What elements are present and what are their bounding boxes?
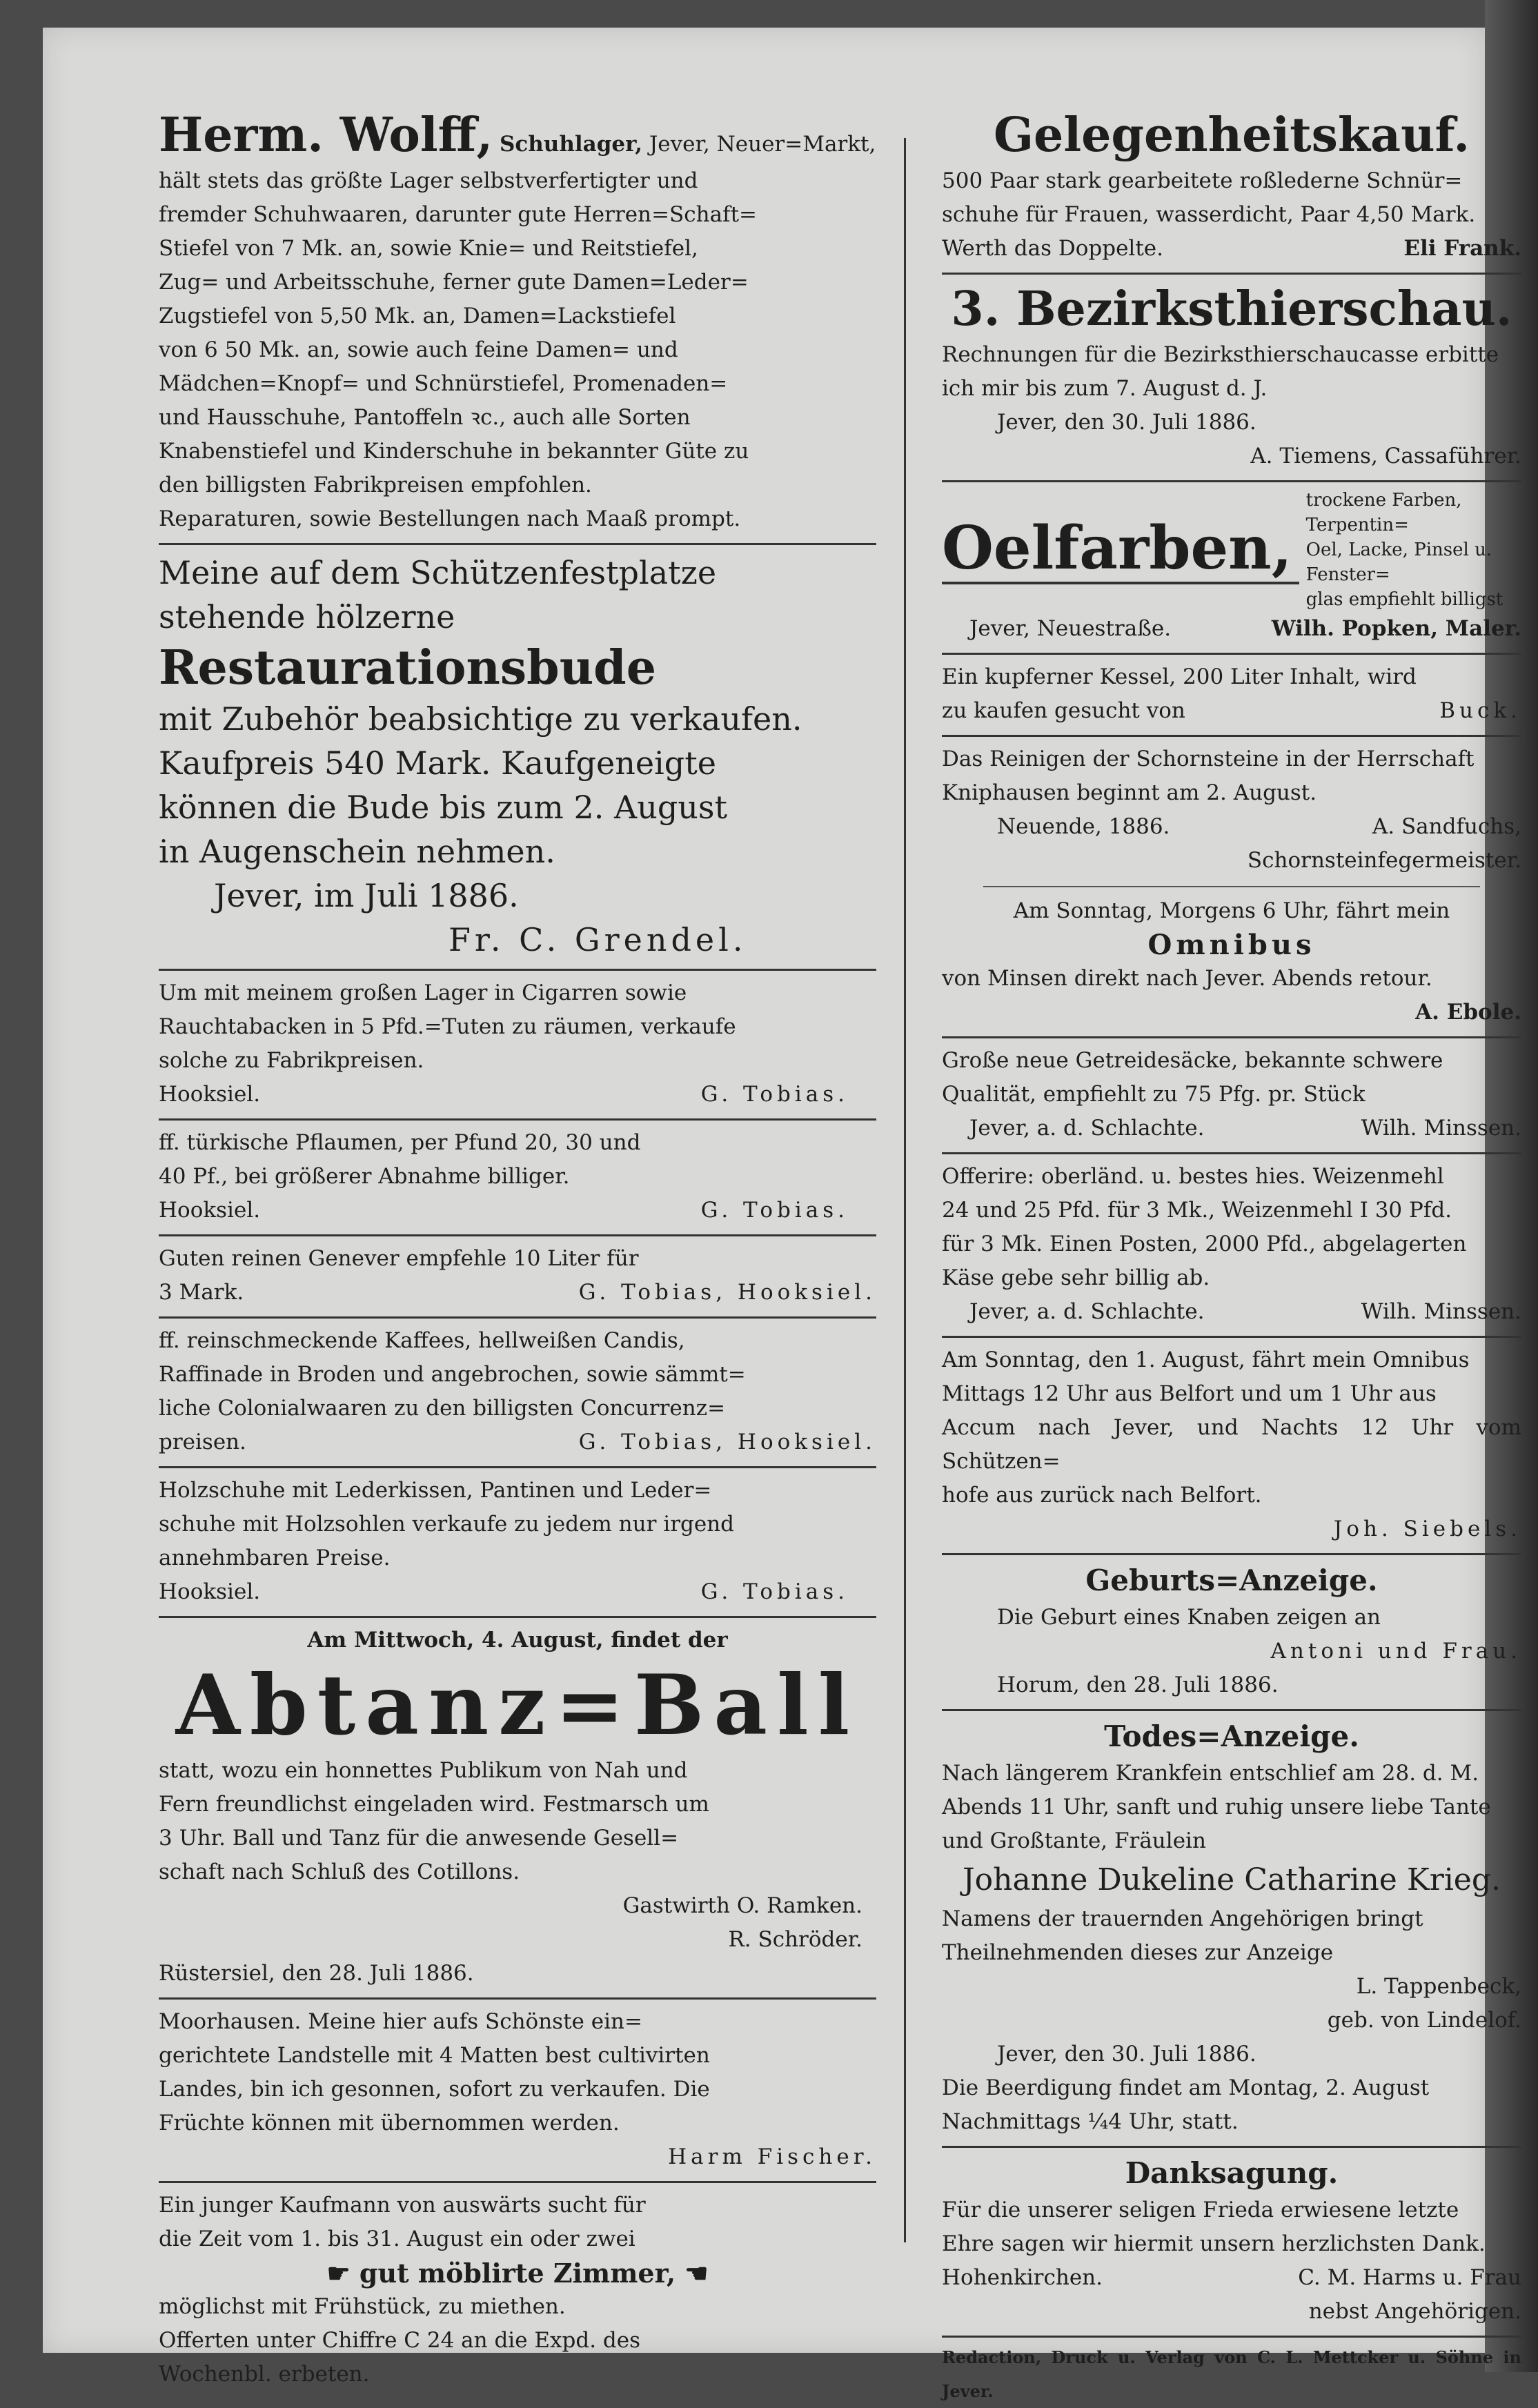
line: Meine auf dem Schützenfestplatze — [159, 554, 717, 591]
line: ff. reinschmeckende Kaffees, hellweißen Candis, — [159, 1328, 685, 1353]
line: Ein kupferner Kessel, 200 Liter Inhalt, wird — [942, 664, 1417, 689]
rule — [942, 273, 1521, 275]
line: Wochenbl. erbeten. — [159, 2362, 370, 2387]
date: Jever, den 30. Juli 1886. — [997, 2042, 1256, 2066]
rule — [942, 2146, 1521, 2148]
line: und Hausschuhe, Pantoffeln ꝛc., auch alle Sorten — [159, 405, 691, 430]
line: ff. türkische Pflaumen, per Pfund 20, 30 und — [159, 1130, 641, 1155]
ad-tobias-kaffee — [159, 1321, 876, 1463]
line: Accum nach Jever, und Nachts 12 Uhr vom Schützen= — [942, 1415, 1521, 1474]
line: schaft nach Schluß des Cotillons. — [159, 1859, 520, 1884]
line: Raffinade in Broden und angebrochen, sowie sämmt= — [159, 1362, 746, 1387]
line: schuhe mit Holzsohlen verkaufe zu jedem nur irgend — [159, 1512, 735, 1537]
line: in Augenschein nehmen. — [159, 833, 555, 870]
sign: Wilh. Popken, Maler. — [1271, 616, 1521, 641]
sign: Eli Frank. — [1403, 236, 1521, 261]
date: Rüstersiel, den 28. Juli 1886. — [159, 1961, 474, 1986]
line: für 3 Mk. Einen Posten, 2000 Pfd., abgelagerten — [942, 1232, 1467, 1256]
line: Ein junger Kaufmann von auswärts sucht für — [159, 2193, 646, 2218]
line: Früchte können mit übernommen werden. — [159, 2111, 620, 2135]
pointing-hand-right-icon: ☛ — [326, 2258, 351, 2289]
line: mit Zubehör beabsichtige zu verkaufen. — [159, 700, 802, 738]
left-column — [159, 103, 876, 2396]
ad-bude-title: Restaurationsbude — [159, 640, 656, 695]
rule — [942, 1553, 1521, 1555]
line: ich mir bis zum 7. August d. J. — [942, 376, 1268, 401]
ad-bezirksthierschau — [942, 277, 1521, 477]
rule — [159, 1118, 876, 1121]
rule — [942, 1336, 1521, 1338]
line: 24 und 25 Pfd. für 3 Mk., Weizenmehl I 30 Pfd. — [942, 1198, 1452, 1223]
sign: geb. von Lindelof. — [1327, 2008, 1521, 2033]
line: Moorhausen. Meine hier aufs Schönste ein= — [159, 2009, 642, 2034]
ad-wolff-tag: Schuhlager, — [500, 132, 643, 157]
line: Offerire: oberländ. u. bestes hies. Weizenmehl — [942, 1164, 1444, 1189]
ad-omnibus-minsen — [942, 891, 1521, 1034]
line: Um mit meinem großen Lager in Cigarren sowie — [159, 980, 687, 1005]
rule — [159, 1234, 876, 1236]
line: solche zu Fabrikpreisen. — [159, 1048, 424, 1073]
place: Hooksiel. — [159, 1579, 261, 1604]
line: die Zeit vom 1. bis 31. August ein oder zwei — [159, 2227, 635, 2251]
sign: Harm Fischer. — [668, 2144, 876, 2169]
ad-ball-title: Abtanz=Ball — [175, 1657, 860, 1754]
line: Nachmittags ¼4 Uhr, statt. — [942, 2109, 1239, 2134]
sign: G. Tobias. — [700, 1082, 849, 1107]
rule — [942, 1152, 1521, 1154]
ad-gelegenheitskauf — [942, 103, 1521, 270]
line: den billigsten Fabrikpreisen empfohlen. — [159, 473, 592, 497]
sign: A. Sandfuchs, — [1372, 814, 1521, 839]
date: Horum, den 28. Juli 1886. — [997, 1672, 1279, 1697]
line: können die Bude bis zum 2. August — [159, 789, 728, 826]
line: Oel, Lacke, Pinsel u. Fenster= — [1305, 540, 1492, 585]
line: Abends 11 Uhr, sanft und ruhig unsere liebe Tante — [942, 1795, 1491, 1819]
ad-bude-sign: Fr. C. Grendel. — [448, 921, 747, 958]
line: Mädchen=Knopf= und Schnürstiefel, Promenaden= — [159, 371, 728, 396]
ad-omnibus-belfort — [942, 1341, 1521, 1550]
ad-geburt — [942, 1558, 1521, 1706]
line: Qualität, empfiehlt zu 75 Pfg. pr. Stück — [942, 1082, 1366, 1107]
line: Mittags 12 Uhr aus Belfort und um 1 Uhr aus — [942, 1381, 1437, 1406]
ad-zimmer-title-text: gut möblirte Zimmer, — [359, 2258, 676, 2289]
line: von Minsen direkt nach Jever. Abends retour. — [942, 966, 1432, 991]
line: Guten reinen Genever empfehle 10 Liter für — [159, 1246, 639, 1271]
line: Theilnehmenden dieses zur Anzeige — [942, 1940, 1334, 1965]
ad-wolff — [159, 103, 876, 540]
line: trockene Farben, Terpentin= — [1305, 490, 1462, 535]
date: Neuende, 1886. — [997, 814, 1170, 839]
line: Namens der trauernden Angehörigen bringt — [942, 1906, 1423, 1931]
line: Zug= und Arbeitsschuhe, ferner gute Damen=Leder= — [159, 270, 749, 295]
ad-geburt-title: Geburts=Anzeige. — [1085, 1563, 1378, 1597]
ad-danksagung — [942, 2151, 1521, 2333]
ad-wolff-name: Herm. Wolff, — [159, 108, 493, 163]
ad-moorhausen — [159, 2002, 876, 2178]
line: hält stets das größte Lager selbstverfertigter und — [159, 168, 698, 193]
line: annehmbaren Preise. — [159, 1546, 391, 1570]
line: stehende hölzerne — [159, 598, 455, 635]
line: Nach längerem Krankfein entschlief am 28. d. M. — [942, 1761, 1479, 1786]
rule — [159, 1997, 876, 2000]
line: schuhe für Frauen, wasserdicht, Paar 4,50 Mark. — [942, 202, 1476, 227]
line: Rechnungen für die Bezirksthierschaucasse erbitte — [942, 342, 1499, 367]
ad-zimmer-title — [159, 2256, 876, 2290]
sign: Antoni und Frau. — [1270, 1639, 1521, 1664]
sign: Gastwirth O. Ramken. — [622, 1893, 862, 1918]
sign: L. Tappenbeck, — [1356, 1974, 1521, 1999]
rule — [942, 480, 1521, 482]
ad-tobias-pflaumen — [159, 1123, 876, 1232]
rule — [159, 2181, 876, 2183]
line: liche Colonialwaaren zu den billigsten Concurrenz= — [159, 1396, 726, 1421]
line: Fern freundlichst eingeladen wird. Festmarsch um — [159, 1792, 709, 1817]
line: Knabenstiefel und Kinderschuhe in bekannter Güte zu — [159, 439, 749, 464]
line: Zugstiefel von 5,50 Mk. an, Damen=Lackstiefel — [159, 304, 676, 328]
line: Jever, im Juli 1886. — [214, 877, 519, 914]
line: Käse gebe sehr billig ab. — [942, 1265, 1210, 1290]
line: von 6 50 Mk. an, sowie auch feine Damen= und — [159, 337, 678, 362]
line: Große neue Getreidesäcke, bekannte schwere — [942, 1048, 1443, 1073]
rule — [159, 1616, 876, 1618]
line: Am Sonntag, Morgens 6 Uhr, fährt mein — [1013, 898, 1450, 923]
rule — [159, 1316, 876, 1319]
ad-tobias-genever — [159, 1239, 876, 1314]
line: Kaufpreis 540 Mark. Kaufgeneigte — [159, 744, 716, 782]
ad-abtanz-ball — [159, 1621, 876, 1995]
rule — [942, 1709, 1521, 1711]
rule — [159, 1466, 876, 1468]
ad-wolff-place: Jever, Neuer=Markt, — [649, 132, 876, 157]
sign: G. Tobias. — [700, 1579, 849, 1604]
line: Werth das Doppelte. — [942, 236, 1163, 261]
ad-dank-title: Danksagung. — [1125, 2156, 1339, 2190]
ad-bez-title: 3. Bezirksthierschau. — [951, 282, 1512, 337]
line: 500 Paar stark gearbeitete roßlederne Schnür= — [942, 168, 1463, 193]
sign: G. Tobias, Hooksiel. — [578, 1430, 876, 1454]
right-column — [942, 103, 1521, 2408]
ad-todes — [942, 1714, 1521, 2143]
place: Jever, a. d. Schlachte. — [969, 1299, 1205, 1324]
sign: Joh. Siebels. — [1333, 1517, 1521, 1541]
line: und Großtante, Fräulein — [942, 1828, 1206, 1853]
line: glas empfiehlt billigst — [1305, 589, 1504, 610]
place: Hooksiel. — [159, 1082, 261, 1107]
ad-todes-title: Todes=Anzeige. — [1104, 1719, 1359, 1753]
sign: Schornsteinfegermeister. — [1247, 848, 1521, 873]
ad-omni-title: Omnibus — [1147, 929, 1316, 961]
sign: Wilh. Minssen. — [1361, 1299, 1521, 1324]
rule — [983, 886, 1480, 887]
imprint-footer: Redaction, Druck u. Verlag von C. L. Mettcker u. Söhne in Jever. — [942, 2347, 1521, 2401]
line: Stiefel von 7 Mk. an, sowie Knie= und Reitstiefel, — [159, 236, 698, 261]
rule — [942, 735, 1521, 737]
pointing-hand-left-icon: ☚ — [684, 2258, 709, 2289]
line: Das Reinigen der Schornsteine in der Herrschaft — [942, 747, 1475, 771]
line: hofe aus zurück nach Belfort. — [942, 1483, 1262, 1508]
line: Kniphausen beginnt am 2. August. — [942, 780, 1317, 805]
ad-tobias-holzschuhe — [159, 1471, 876, 1613]
rule — [159, 969, 876, 971]
line: Holzschuhe mit Lederkissen, Pantinen und Leder= — [159, 1478, 712, 1503]
ad-offerire — [942, 1157, 1521, 1333]
rule — [942, 653, 1521, 655]
line: Reparaturen, sowie Bestellungen nach Maaß prompt. — [159, 506, 741, 531]
line: möglichst mit Frühstück, zu miethen. — [159, 2294, 566, 2319]
line: 40 Pf., bei größerer Abnahme billiger. — [159, 1164, 570, 1189]
ad-gel-title: Gelegenheitskauf. — [993, 108, 1470, 163]
sign: G. Tobias, Hooksiel. — [578, 1280, 876, 1305]
ad-zimmer — [159, 2186, 876, 2396]
place: preisen. — [159, 1430, 246, 1454]
sign: R. Schröder. — [728, 1927, 862, 1952]
place: Jever, a. d. Schlachte. — [969, 1116, 1205, 1141]
sign: A. Ebole. — [1415, 1000, 1521, 1025]
ad-oel-title: Oelfarben, — [942, 515, 1299, 584]
line: Die Beerdigung findet am Montag, 2. August — [942, 2075, 1430, 2100]
sign: A. Tiemens, Cassaführer. — [1250, 444, 1521, 468]
ad-getreidesaecke — [942, 1041, 1521, 1149]
line: Ehre sagen wir hiermit unsern herzlichsten Dank. — [942, 2231, 1486, 2256]
ad-schornsteine — [942, 740, 1521, 882]
sign: nebst Angehörigen. — [1308, 2299, 1521, 2324]
ad-tobias-cigarren — [159, 974, 876, 1116]
sign: Wilh. Minssen. — [1361, 1116, 1521, 1141]
place: Hooksiel. — [159, 1198, 261, 1223]
line: Rauchtabacken in 5 Pfd.=Tuten zu räumen, verkaufe — [159, 1014, 736, 1039]
sign: G. Tobias. — [700, 1198, 849, 1223]
place: Hohenkirchen. — [942, 2265, 1103, 2290]
ad-restaurationsbude — [159, 548, 876, 966]
line: gerichtete Landstelle mit 4 Matten best cultivirten — [159, 2043, 710, 2068]
ad-oelfarben — [942, 485, 1521, 650]
line: statt, wozu ein honnettes Publikum von Nah und — [159, 1758, 688, 1783]
column-divider — [904, 138, 906, 2242]
line: Am Mittwoch, 4. August, findet der — [307, 1628, 728, 1652]
date: Jever, den 30. Juli 1886. — [997, 410, 1256, 435]
line: Die Geburt eines Knaben zeigen an — [997, 1605, 1381, 1630]
line: Landes, bin ich gesonnen, sofort zu verkaufen. Die — [159, 2077, 710, 2102]
ad-todes-name: Johanne Dukeline Catharine Krieg. — [962, 1862, 1501, 1897]
line: 3 Uhr. Ball und Tanz für die anwesende Gesell= — [159, 1826, 679, 1851]
ad-kessel — [942, 658, 1521, 732]
line: Für die unserer seligen Frieda erwiesene letzte — [942, 2198, 1459, 2222]
rule — [942, 2336, 1521, 2338]
place: Jever, Neuestraße. — [969, 616, 1172, 641]
sign: Buck. — [1439, 698, 1521, 723]
place: 3 Mark. — [159, 1280, 244, 1305]
line: zu kaufen gesucht von — [942, 698, 1185, 723]
line: fremder Schuhwaaren, darunter gute Herren=Schaft= — [159, 202, 758, 227]
line: Am Sonntag, den 1. August, fährt mein Omnibus — [942, 1348, 1470, 1372]
rule — [942, 1036, 1521, 1038]
line: Offerten unter Chiffre C 24 an die Expd. des — [159, 2328, 641, 2353]
sign: C. M. Harms u. Frau — [1298, 2265, 1521, 2290]
rule — [159, 543, 876, 545]
